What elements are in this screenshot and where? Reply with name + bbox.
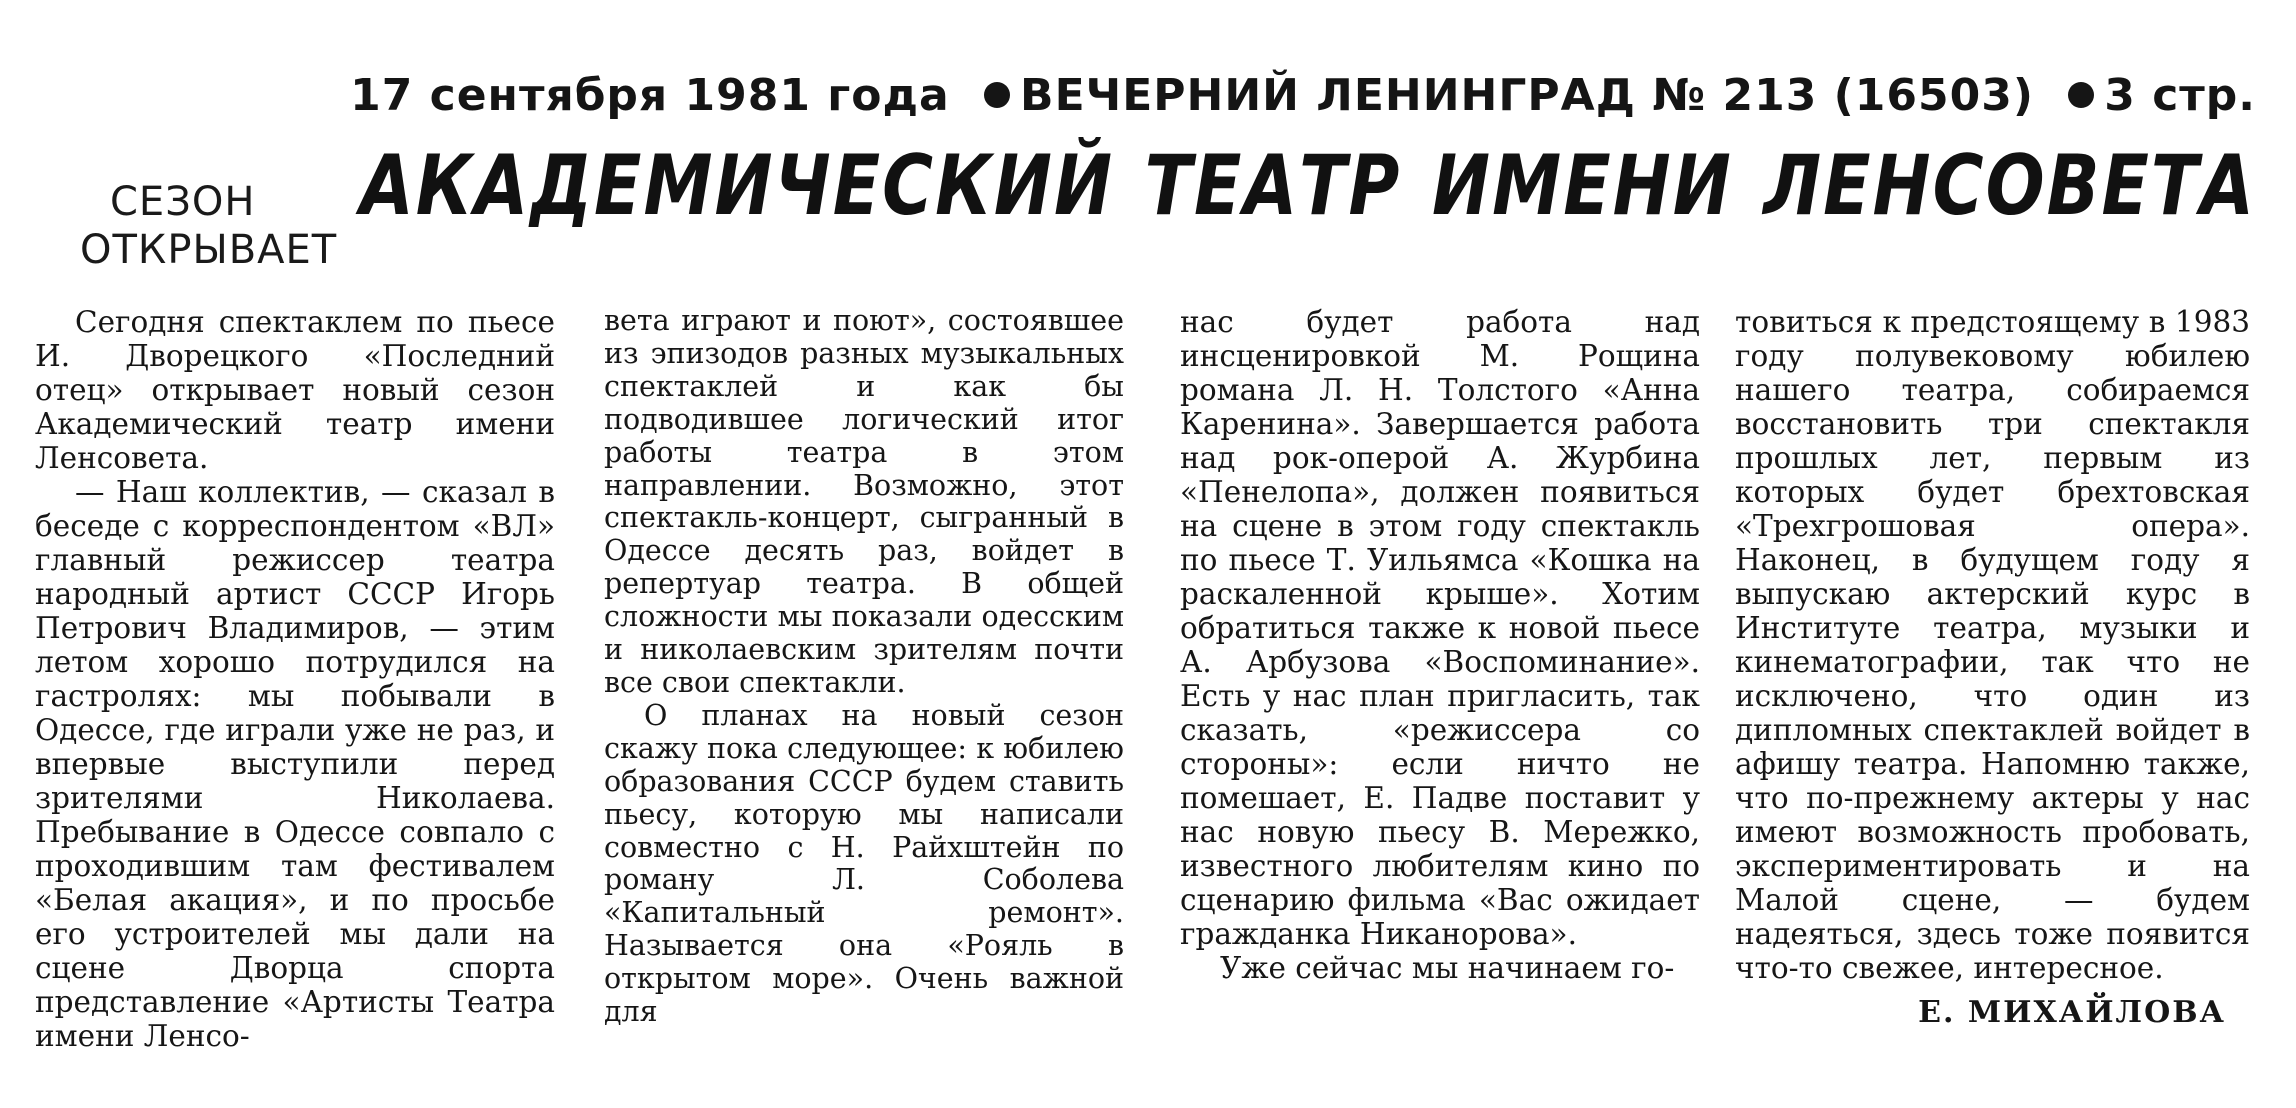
- headline-word-2: ТЕАТР: [1144, 137, 1402, 235]
- article-column-2: [604, 305, 1124, 1029]
- masthead-date: 17 сентября 1981 года: [350, 70, 950, 121]
- headline-word-1: АКАДЕМИЧЕСКИЙ: [360, 137, 1115, 235]
- paragraph: Уже сейчас мы начинаем го-: [1220, 951, 1675, 985]
- bullet-icon: [984, 82, 1010, 108]
- masthead-newspaper: ВЕЧЕРНИЙ ЛЕНИНГРАД № 213 (16503): [1020, 70, 2034, 121]
- kicker-line-2: ОТКРЫВАЕТ: [80, 227, 338, 273]
- headline-word-4: ЛЕНСОВЕТА: [1763, 137, 2257, 235]
- paragraph: товиться к предстоящему в 1983 году полувековому юбилею нашего театра, собираемся восстановить три спектакля прошлых лет, первым из которых будет брехтовская «Трехгрошовая опера». Наконец, в будущем году я выпускаю актерский курс в Институте театра, музыки и кинематографии, так что не исключено, что один из дипломных спектаклей войдет в афишу театра. Напомню также, что по-прежнему актеры у нас имеют возможность пробовать, экспериментировать и на Малой сцене, — будем надеяться, здесь тоже появится что-то свежее, интересное.: [1735, 305, 2250, 985]
- paragraph: — Наш коллектив, — сказал в беседе с корреспондентом «ВЛ» главный режиссер театра народный артист СССР Игорь Петрович Владимиров, — этим летом хорошо потрудился на гастролях: мы побывали в Одессе, где играли уже не раз, и впервые выступили перед зрителями Николаева. Пребывание в Одессе совпало с проходившим там фестивалем «Белая акация», и по просьбе его устроителей мы дали на сцене Дворца спорта представление «Артисты Театра имени Ленсо-: [35, 475, 555, 1053]
- headline: [360, 137, 2257, 235]
- paragraph: Сегодня спектаклем по пьесе И. Дворецкого «Последний отец» открывает новый сезон Академический театр имени Ленсовета.: [35, 305, 555, 475]
- masthead: [350, 70, 2256, 121]
- masthead-page: 3 стр.: [2104, 70, 2256, 121]
- paragraph: нас будет работа над инсценировкой М. Рощина романа Л. Н. Толстого «Анна Каренина». Завершается работа над рок-оперой А. Журбина «Пенелопа», должен появиться на сцене в этом году спектакль по пьесе Т. Уильямса «Кошка на раскаленной крыше». Хотим обратиться также к новой пьесе А. Арбузова «Воспоминание». Есть у нас план пригласить, так сказать, «режиссера со стороны»: если ничто не помешает, Е. Падве поставит у нас новую пьесу В. Мережко, известного любителям кино по сценарию фильма «Вас ожидает гражданка Никанорова».: [1180, 305, 1700, 951]
- article-column-1: [35, 305, 555, 1053]
- paragraph: вета играют и поют», состоявшее из эпизодов разных музыкальных спектаклей и как бы подводившее логический итог работы театра в этом направлении. Возможно, этот спектакль-концерт, сыгранный в Одессе десять раз, войдет в репертуар театра. В общей сложности мы показали одесским и николаевским зрителям почти все свои спектакли.: [604, 304, 1124, 699]
- paragraph: О планах на новый сезон скажу пока следующее: к юбилею образования СССР будем ставить пьесу, которую мы написали совместно с Н. Райхштейн по роману Л. Соболева «Капитальный ремонт». Называется она «Рояль в открытом море». Очень важной для: [604, 698, 1124, 1029]
- article-column-3: [1180, 305, 1700, 985]
- article-column-4: [1735, 305, 2250, 985]
- author-signature: Е. МИХАЙЛОВА: [1918, 995, 2226, 1030]
- headline-word-3: ИМЕНИ: [1432, 137, 1733, 235]
- kicker-line-1: СЕЗОН: [110, 179, 256, 225]
- section-kicker: [80, 178, 337, 274]
- bullet-icon: [2068, 82, 2094, 108]
